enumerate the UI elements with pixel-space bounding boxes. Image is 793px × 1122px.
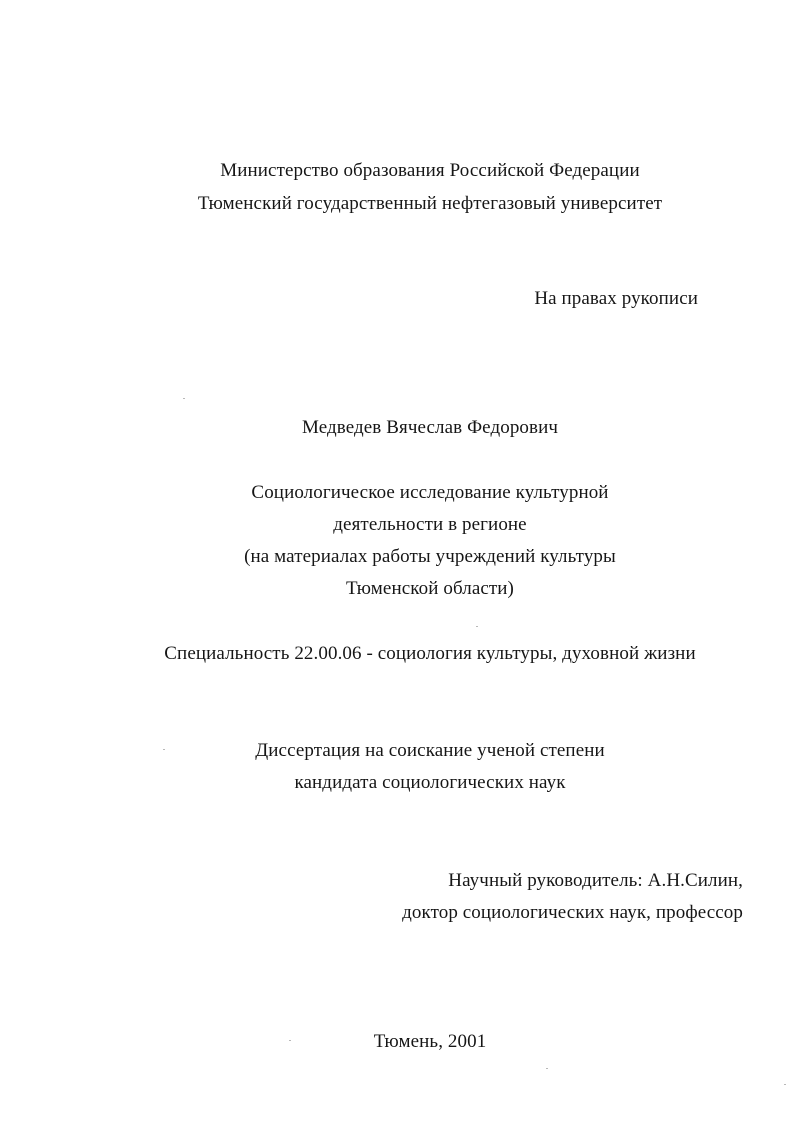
scan-speck [289,1040,291,1041]
degree-line-1: Диссертация на соискание ученой степени [255,740,605,761]
place-year: Тюмень, 2001 [373,1031,487,1052]
ministry-line: Министерство образования Российской Федерации [220,160,640,181]
author-name: Медведев Вячеслав Федорович [301,417,559,438]
scan-speck [784,1084,786,1085]
supervisor-line-1: Научный руководитель: А.Н.Силин, [448,870,743,891]
scan-speck [546,1068,548,1069]
scan-speck [163,749,165,750]
specialty-line: Специальность 22.00.06 - социология культуры, духовной жизни [164,643,696,664]
university-line: Тюменский государственный нефтегазовый университет [197,193,663,214]
manuscript-note: На правах рукописи [534,288,698,309]
title-line-4: Тюменской области) [346,578,514,599]
degree-line-2: кандидата социологических наук [294,772,566,793]
scan-speck [183,398,185,399]
title-line-3: (на материалах работы учреждений культуры [244,546,616,567]
scan-speck [476,626,478,627]
supervisor-line-2: доктор социологических наук, профессор [402,902,743,923]
title-line-1: Социологическое исследование культурной [251,482,609,503]
title-line-2: деятельности в регионе [333,514,527,535]
